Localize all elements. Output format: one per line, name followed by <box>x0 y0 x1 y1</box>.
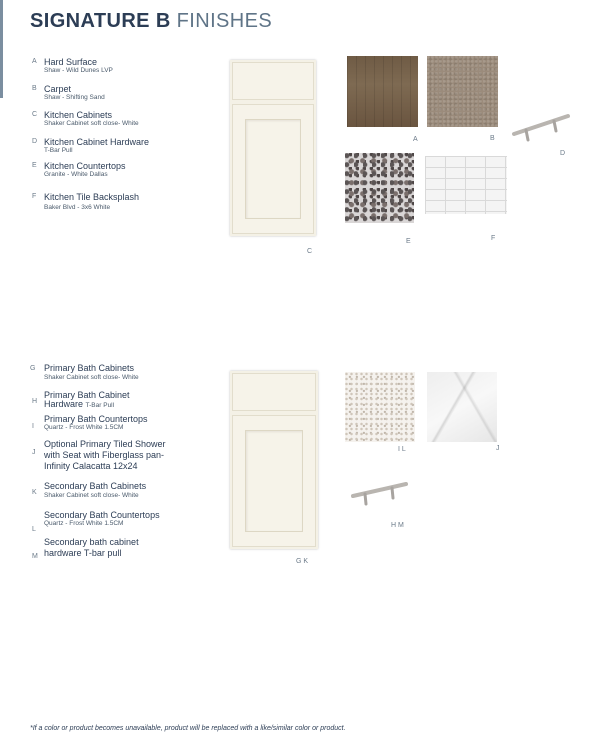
t-bar-pull-icon <box>350 480 410 510</box>
item-letter: L <box>32 526 36 533</box>
swatch-label-b: B <box>490 135 495 142</box>
finish-item-k <box>32 481 192 501</box>
finish-item-b <box>32 84 192 104</box>
quartz-swatch <box>345 372 415 442</box>
finish-item-g <box>32 363 192 383</box>
swatch-label-gk: G K <box>296 558 309 565</box>
finish-item-c <box>32 110 192 130</box>
finish-item-d <box>32 137 192 157</box>
item-name: Hard Surface <box>44 57 98 67</box>
item-sub: Shaker Cabinet soft close- White <box>44 374 139 381</box>
item-letter: J <box>32 449 36 456</box>
item-name: Primary Bath Cabinets <box>44 363 135 373</box>
kitchen-cabinet-door-image <box>230 60 316 236</box>
item-name-text: Hardware <box>44 399 84 409</box>
item-sub: Shaker Cabinet soft close- White <box>44 120 139 127</box>
hard-surface-swatch <box>347 56 418 127</box>
item-name-line1: Optional Primary Tiled Shower <box>44 439 166 449</box>
finish-item-j <box>32 439 192 473</box>
item-letter: B <box>32 85 37 92</box>
item-name: Kitchen Cabinets <box>44 110 113 120</box>
page-title <box>30 10 272 33</box>
finish-item-f <box>32 192 192 212</box>
door-panel <box>232 104 314 234</box>
item-name-line2: hardware T-bar pull <box>44 548 122 558</box>
swatch-label-f: F <box>491 235 496 242</box>
finish-item-h <box>32 390 192 412</box>
item-inline-sub: T-Bar Pull <box>85 402 115 409</box>
bath-cabinet-door-image <box>230 371 318 549</box>
finish-item-m <box>32 537 192 561</box>
item-letter: C <box>32 111 38 118</box>
t-bar-pull-icon <box>510 110 572 142</box>
item-sub: Granite - White Dallas <box>44 171 108 178</box>
item-name-line1: Secondary bath cabinet <box>44 537 139 547</box>
finish-item-a <box>32 57 192 77</box>
door-inset <box>245 430 303 532</box>
carpet-swatch <box>427 56 498 127</box>
marble-tile-swatch <box>427 372 497 442</box>
item-letter: E <box>32 162 37 169</box>
swatch-label-j: J <box>496 445 500 452</box>
finish-item-l <box>32 510 192 532</box>
item-sub: Baker Blvd - 3x6 White <box>44 204 111 211</box>
swatch-label-a: A <box>413 136 418 143</box>
title-light: FINISHES <box>176 10 273 32</box>
door-inset <box>245 119 301 219</box>
item-name: Primary Bath Countertops <box>44 414 148 424</box>
title-bold: SIGNATURE B <box>30 10 171 32</box>
swatch-label-e: E <box>406 238 411 245</box>
item-letter: G <box>30 365 36 372</box>
accent-bar <box>0 0 3 98</box>
item-name: Carpet <box>44 84 72 94</box>
item-name-line2: with Seat with Fiberglass pan- <box>44 450 165 460</box>
item-letter: M <box>32 553 38 560</box>
item-name: Secondary Bath Cabinets <box>44 481 147 491</box>
item-name: Kitchen Countertops <box>44 161 126 171</box>
footnote: *If a color or product becomes unavailable, product will be replaced with a like/similar color or product. <box>30 725 346 732</box>
item-name: Kitchen Tile Backsplash <box>44 192 140 202</box>
item-name-line1: Primary Bath Cabinet <box>44 390 130 400</box>
swatch-label-hm: H M <box>391 522 404 529</box>
swatch-label-il: I L <box>398 446 406 453</box>
item-letter: F <box>32 193 37 200</box>
item-letter: D <box>32 138 38 145</box>
item-letter: A <box>32 58 37 65</box>
item-letter: H <box>32 398 38 405</box>
item-sub: Quartz - Frost White 1.5CM <box>44 520 124 527</box>
door-panel <box>232 415 316 547</box>
item-sub: Shaker Cabinet soft close- White <box>44 492 139 499</box>
item-letter: K <box>32 489 37 496</box>
item-sub: Quartz - Frost White 1.5CM <box>44 424 124 431</box>
item-name-line3: Infinity Calacatta 12x24 <box>44 461 138 471</box>
swatch-label-c: C <box>307 248 313 255</box>
item-name-line2 <box>44 399 114 411</box>
drawer-front <box>232 62 314 100</box>
item-name: Secondary Bath Countertops <box>44 510 160 520</box>
finish-item-i <box>32 414 192 434</box>
item-letter: I <box>32 423 34 430</box>
granite-swatch <box>345 153 414 223</box>
finish-item-e <box>32 161 192 181</box>
tile-backsplash-swatch <box>425 156 507 214</box>
item-sub: T-Bar Pull <box>44 147 73 154</box>
swatch-label-d: D <box>560 150 566 157</box>
item-name: Kitchen Cabinet Hardware <box>44 137 150 147</box>
item-sub: Shaw - Wild Dunes LVP <box>44 67 113 74</box>
drawer-front <box>232 373 316 411</box>
item-sub: Shaw - Shifting Sand <box>44 94 105 101</box>
